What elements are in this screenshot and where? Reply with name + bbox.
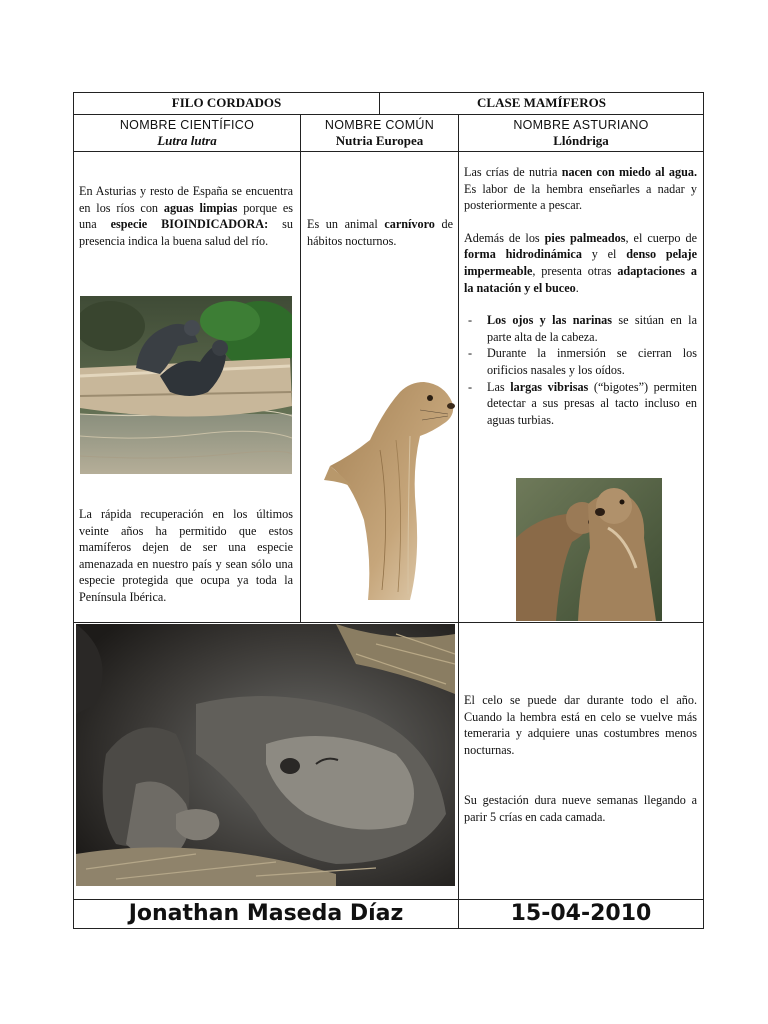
scientific-name-value: Lutra lutra xyxy=(157,133,217,148)
date-cell xyxy=(458,899,704,929)
gestation-paragraph: Su gestación dura nueve semanas llegando a parir 5 crías en cada camada. xyxy=(464,793,697,824)
bottom-text-cell xyxy=(458,622,704,900)
scientific-name-label: NOMBRE CIENTÍFICO xyxy=(119,118,255,132)
document-date: 15-04-2010 xyxy=(510,901,652,926)
author-name: Jonathan Maseda Díaz xyxy=(128,901,404,926)
breeding-paragraph: El celo se puede dar durante todo el año. Cuando la hembra está en celo se vuelve más temeraria y adquiere unas costumbres menos nocturnas. xyxy=(464,693,697,757)
phylum-header-cell xyxy=(73,92,380,115)
adaptations-list xyxy=(464,312,697,428)
asturian-name-value: Llóndriga xyxy=(553,133,609,148)
common-name-value: Nutria Europea xyxy=(335,133,424,148)
scientific-name-cell xyxy=(73,114,301,152)
class-label: CLASE MAMÍFEROS xyxy=(477,95,606,110)
list-item: - Durante la inmersión se cierran los orificios nasales y los oídos. xyxy=(464,345,697,378)
habitat-paragraph: En Asturias y resto de España se encuentra en los ríos con aguas limpias porque es una especie BIOINDICADORA: su presencia indica la buena salud del río. xyxy=(79,184,294,248)
list-item: - Las largas vibrisas (“bigotes”) permiten detectar a sus presas al tacto incluso en aguas turbias. xyxy=(464,379,697,429)
class-header-cell xyxy=(379,92,704,115)
phylum-label: FILO CORDADOS xyxy=(171,95,282,110)
adaptations-paragraph: Además de los pies palmeados, el cuerpo de forma hidrodinámica y el denso pelaje impermeable, presenta otras adaptaciones a la natación y el buceo. xyxy=(464,230,698,295)
recovery-paragraph: La rápida recuperación en los últimos veinte años ha permitido que estos mamíferos dejen de ser una especie amenazada en nuestro país y sean sólo una especie protegida que ocupa ya toda la Península Ibérica. xyxy=(79,507,293,604)
author-cell xyxy=(73,899,459,929)
list-item: - Los ojos y las narinas se sitúan en la parte alta de la cabeza. xyxy=(464,312,697,345)
otter-illustration xyxy=(320,370,456,602)
sleeping-otters-photo xyxy=(76,624,455,886)
right-text-block xyxy=(464,164,697,428)
common-name-label: NOMBRE COMÚN xyxy=(324,118,435,132)
asturian-name-cell xyxy=(458,114,704,152)
common-name-cell xyxy=(300,114,459,152)
two-otters-photo xyxy=(516,478,662,621)
diet-paragraph: Es un animal carnívoro de hábitos nocturnos. xyxy=(307,217,453,248)
otters-on-log-photo xyxy=(80,296,292,474)
cubs-paragraph: Las crías de nutria nacen con miedo al agua. Es labor de la hembra enseñarles a nadar y posteriormente a pescar. xyxy=(464,165,697,213)
asturian-name-label: NOMBRE ASTURIANO xyxy=(513,118,649,132)
